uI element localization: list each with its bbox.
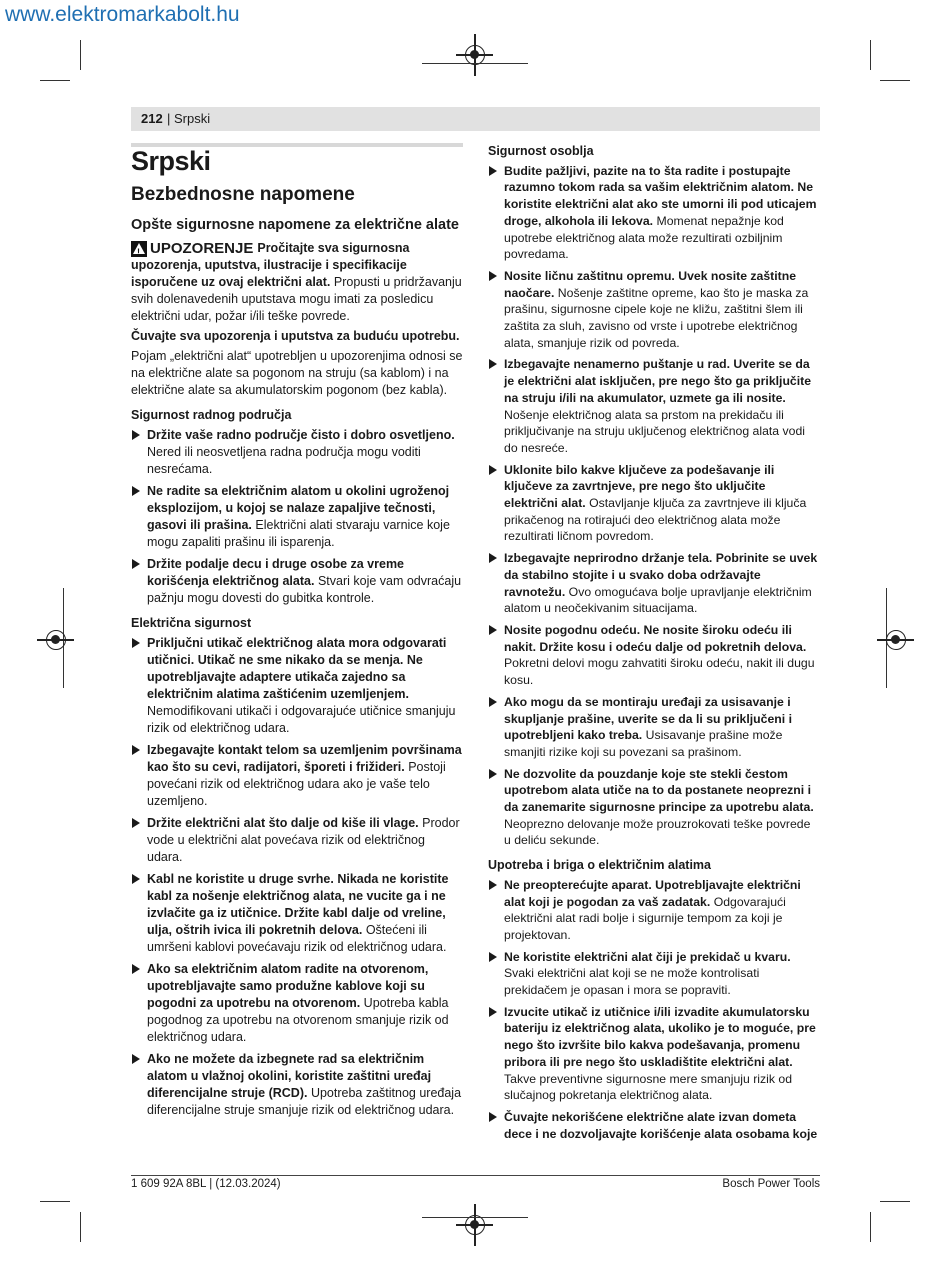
bullet-triangle-icon (132, 874, 140, 884)
list-item: Izvucite utikač iz utičnice i/ili izvadite akumulatorsku bateriju iz električnog alata, ukoliko je to moguće, pre nego što izvršite bilo kakva podešavanja, promenu pribora ili pre nego što uskladištite električni alat. Takve preventivne sigurnosne mere smanjuju rizik od slučajnog pokretanja električnog alata. (488, 1004, 820, 1104)
list-item: Nosite pogodnu odeću. Ne nosite široku odeću ili nakit. Držite kosu i odeću dalje od pokretnih delova. Pokretni delovi mogu zahvatiti široku odeću, nakit ili dugu kosu. (488, 622, 820, 689)
registration-mark-icon (886, 630, 906, 650)
bullet-triangle-icon (489, 1112, 497, 1122)
bullet-triangle-icon (132, 486, 140, 496)
bullet-triangle-icon (489, 880, 497, 890)
list-item: Držite električni alat što dalje od kiše ili vlage. Prodor vode u električni alat povećava rizik od električnog udara. (131, 815, 463, 866)
registration-line (474, 34, 476, 76)
list-item: Ne radite sa električnim alatom u okolini ugroženoj eksplozijom, u kojoj se nalaze zapaljive tečnosti, gasovi ili prašina. Električni alati stvaraju varnice koje mogu zapaliti prašinu ili isparenja. (131, 483, 463, 551)
bullet-triangle-icon (132, 1054, 140, 1064)
list-item: Izbegavajte nenamerno puštanje u rad. Uverite se da je električni alat isključen, pre nego što ga priključite na struju i/ili na akumulator, uzmete ga ili nosite. Nošenje električnog alata sa prstom na prekidaču ili priključivanje na struju uključenog električnog alata vodi do nesreće. (488, 356, 820, 456)
bullet-triangle-icon (489, 952, 497, 962)
bullet-triangle-icon (489, 166, 497, 176)
list-item: Ako sa električnim alatom radite na otvorenom, upotrebljavajte samo produžne kablove koji su pogodni za upotrebu na otvorenom. Upotreba kabla pogodnog za upotrebu na otvorenom smanjuje rizik od električnog udara. (131, 961, 463, 1046)
bullet-triangle-icon (489, 359, 497, 369)
crop-mark (870, 1212, 871, 1242)
list-item: Ne preopterećujte aparat. Upotrebljavajte električni alat koji je pogodan za vaš zadatak. Odgovarajući električni alat radi bolje i sigurnije tempom za koji je projektovan. (488, 877, 820, 944)
warning-triangle-icon (131, 241, 147, 257)
footer-rule (131, 1175, 820, 1176)
crop-mark (880, 80, 910, 81)
crop-mark (80, 40, 81, 70)
bullet-triangle-icon (489, 697, 497, 707)
bullet-triangle-icon (132, 818, 140, 828)
registration-line (422, 1217, 528, 1218)
list-item: Ako ne možete da izbegnete rad sa električnim alatom u vlažnoj okolini, koristite zaštitni uređaj diferencijalne struje (RCD). Upotreba zaštitnog uređaja diferencijalne struje smanjuje rizik od električnog udara. (131, 1051, 463, 1119)
left-column (131, 143, 463, 1124)
bullet-triangle-icon (132, 745, 140, 755)
list-item: Držite vaše radno područje čisto i dobro osvetljeno. Nered ili neosvetljena radna područja mogu voditi nesrećama. (131, 427, 463, 478)
general-heading: Opšte sigurnosne napomene za električne alate (131, 217, 459, 233)
crop-mark (40, 80, 70, 81)
bullet-triangle-icon (489, 769, 497, 779)
bullet-triangle-icon (132, 430, 140, 440)
safety-list (488, 877, 820, 1143)
list-item: Držite podalje decu i druge osobe za vreme korišćenja električnog alata. Stvari koje vam odvraćaju pažnju mogu dovesti do gubitka kontrole. (131, 556, 463, 607)
safety-list (131, 635, 463, 1119)
header-language: | Srpski (167, 111, 211, 126)
section-heading: Sigurnost osoblja (488, 144, 594, 158)
safety-list (488, 163, 820, 849)
list-item: Priključni utikač električnog alata mora odgovarati utičnici. Utikač ne sme nikako da se menja. Ne upotrebljavajte adaptere utikača zajedno sa električnim alatima zaštićenim uzemljenjem. Nemodifikovani utikači i odgovarajuće utičnice smanjuju rizik od električnog udara. (131, 635, 463, 737)
bullet-triangle-icon (132, 559, 140, 569)
list-item: Budite pažljivi, pazite na to šta radite i postupajte razumno tokom rada sa vašim električnim alatom. Ne koristite električni alat ako ste umorni ili pod uticajem droge, alkohola ili lekova. Momenat nepažnje kod upotrebe električnog alata može rezultirati ozbiljnim povredama. (488, 163, 820, 263)
page-title: Srpski (131, 146, 211, 176)
section-title: Bezbednosne napomene (131, 184, 355, 205)
crop-mark (870, 40, 871, 70)
page-header (131, 107, 820, 131)
bullet-triangle-icon (489, 465, 497, 475)
registration-line (474, 1204, 476, 1246)
bullet-triangle-icon (132, 638, 140, 648)
term-note: Pojam „električni alat“ upotrebljen u upozorenjima odnosi se na električne alate sa pogonom na struju (sa kablom) i na električne alate sa akumulatorskim pogonom (bez kabla). (131, 349, 463, 397)
list-item: Kabl ne koristite u druge svrhe. Nikada ne koristite kabl za nošenje električnog alata, ne vucite ga i ne izvlačite ga iz utičnice. Držite kabl dalje od vreline, ulja, oštrih ivica ili pokretnih delova. Oštećeni ili umršeni kablovi povećavaju rizik od električnog udara. (131, 871, 463, 956)
crop-mark (80, 1212, 81, 1242)
footer-doc-code: 1 609 92A 8BL | (12.03.2024) (131, 1178, 281, 1190)
list-item: Izbegavajte neprirodno držanje tela. Pobrinite se uvek da stabilno stojite i u svako doba održavajte ravnotežu. Ovo omogućava bolje upravljanje električnim alatom u neočekivanim situacijama. (488, 550, 820, 617)
safety-list (131, 427, 463, 607)
registration-line (422, 63, 528, 64)
right-column (488, 143, 820, 1147)
bullet-triangle-icon (132, 964, 140, 974)
list-item: Izbegavajte kontakt telom sa uzemljenim površinama kao što su cevi, radijatori, šporeti i frižideri. Postoji povećani rizik od električnog udara ako je vaše telo uzemljeno. (131, 742, 463, 810)
watermark-url[interactable]: www.elektromarkabolt.hu (5, 3, 240, 26)
list-item: Ako mogu da se montiraju uređaji za usisavanje i skupljanje prašine, uverite se da li su priključeni i upotrebljeni kako treba. Usisavanje prašine može smanjiti rizike koji su povezani sa prašinom. (488, 694, 820, 761)
list-item: Uklonite bilo kakve ključeve za podešavanje ili ključeve za zavrtnjeve, pre nego što uključite električni alat. Ostavljanje ključa za zavrtnjeve ili ključa prikačenog na rotirajući deo električnog alata može rezultirati ličnom povredom. (488, 462, 820, 546)
section-heading: Sigurnost radnog područja (131, 408, 292, 422)
list-item: Ne koristite električni alat čiji je prekidač u kvaru. Svaki električni alat koji se ne može kontrolisati prekidačem je opasan i mora se popraviti. (488, 949, 820, 999)
registration-mark-icon (46, 630, 66, 650)
bullet-triangle-icon (489, 553, 497, 563)
crop-mark (880, 1201, 910, 1202)
list-item: Nosite ličnu zaštitnu opremu. Uvek nosite zaštitne naočare. Nošenje zaštitne opreme, kao što je maska za prašinu, sigurnosne cipele koje ne kližu, zaštitni šlem ili zaštita za sluh, zavisno od vrste i upotrebe električnog alata, smanjuje rizik od povreda. (488, 268, 820, 352)
bullet-triangle-icon (489, 271, 497, 281)
page-number: 212 (141, 111, 163, 126)
crop-mark (40, 1201, 70, 1202)
footer-brand: Bosch Power Tools (722, 1178, 820, 1190)
section-heading: Upotreba i briga o električnim alatima (488, 858, 711, 873)
warning-paragraph: ! UPOZORENJE Pročitajte sva sigurnosna upozorenja, uputstva, ilustracije i specifikacije isporučene uz ovaj električni alat. Propusti u pridržavanju svih dolenavedenih uputstava mogu imati za posledicu električni udar, požar i/ili teške povrede. (131, 240, 463, 325)
bullet-triangle-icon (489, 625, 497, 635)
list-item: Čuvajte nekorišćene električne alate izvan dometa dece i ne dozvoljavajte korišćenje alata osobama koje (488, 1109, 820, 1142)
keep-instructions: Čuvajte sva upozorenja i uputstva za buduću upotrebu. (131, 329, 460, 343)
bullet-triangle-icon (489, 1007, 497, 1017)
list-item: Ne dozvolite da pouzdanje koje ste stekli čestom upotrebom alata utiče na to da postanete neoprezni i da zanemarite sigurnosne principe za upotrebu alata. Neoprezno delovanje može prouzrokovati teške povrede u deliću sekunde. (488, 766, 820, 850)
section-heading: Električna sigurnost (131, 616, 252, 630)
warning-badge: ! UPOZORENJE (131, 240, 253, 257)
